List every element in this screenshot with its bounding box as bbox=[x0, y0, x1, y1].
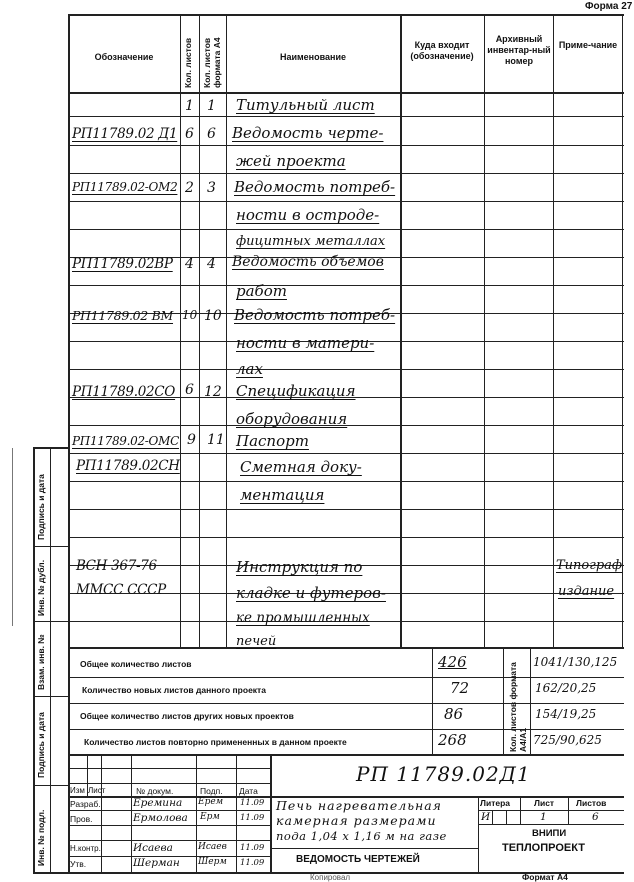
header-where-included: Куда входит (обозначение) bbox=[410, 40, 474, 61]
header-sheets-a4: Кол. листов формата А4 bbox=[202, 37, 222, 88]
summary-label: Общее количество листов bbox=[80, 659, 192, 669]
side-label-inv-orig: Инв. № подл. bbox=[36, 809, 46, 866]
row-code: РП11789.02ВР bbox=[72, 256, 173, 272]
summary-label: Общее количество листов других новых проектов bbox=[80, 711, 294, 721]
tb-signature: Ерем bbox=[198, 797, 224, 807]
tb-date: 11.09 bbox=[240, 858, 265, 868]
summary-value: 72 bbox=[450, 679, 470, 697]
side-label-inv-dup: Инв. № дубл. bbox=[36, 559, 46, 616]
row-a4: 1 bbox=[207, 98, 216, 114]
row-name-line: лах bbox=[236, 360, 263, 378]
tb-role: Н.контр. bbox=[70, 844, 101, 853]
tb-date: 11.09 bbox=[240, 813, 265, 823]
tb-sheet-label: Лист bbox=[534, 798, 555, 808]
summary-a4a1: 1041/130,125 bbox=[533, 655, 618, 669]
tb-description-line: Печь нагревательная bbox=[276, 798, 442, 813]
tb-person-name: Шерман bbox=[133, 857, 180, 869]
row-sheets: 10 bbox=[182, 308, 198, 322]
tb-litera: И bbox=[481, 811, 491, 823]
row-name-line: работ bbox=[236, 282, 287, 300]
header-name: Наименование bbox=[279, 52, 347, 62]
side-label-vzam-inv: Взам. инв. № bbox=[36, 634, 46, 690]
row-sheets: 6 bbox=[185, 382, 194, 398]
row-a4: 10 bbox=[204, 308, 222, 324]
row-code: РП11789.02-ОМС bbox=[72, 434, 179, 448]
row-name-line: ности в матери- bbox=[236, 334, 375, 352]
row-sheets: 1 bbox=[185, 98, 194, 114]
row-name-line: Инструкция по bbox=[236, 558, 363, 576]
tb-header: № докум. bbox=[136, 786, 174, 796]
header-designation: Обозначение bbox=[94, 52, 154, 62]
tb-description-line: камерная размерами bbox=[276, 813, 437, 828]
row-name-line: Ведомость объемов bbox=[232, 254, 384, 270]
row-code: ВСН 367-76 bbox=[76, 558, 157, 574]
row-code-secondary: ММСС СССР bbox=[76, 582, 166, 598]
row-name-line: Сметная доку- bbox=[240, 458, 362, 476]
summary-value: 86 bbox=[444, 705, 464, 723]
row-name-line: жей проекта bbox=[236, 152, 346, 170]
row-name-line: ности в остроде- bbox=[236, 206, 380, 224]
tb-litera-label: Литера bbox=[480, 798, 510, 808]
row-code: РП11789.02СН bbox=[76, 458, 180, 474]
row-note-line: издание bbox=[558, 584, 615, 599]
tb-date: 11.09 bbox=[240, 798, 265, 808]
row-sheets: 2 bbox=[185, 180, 194, 196]
side-label-sign-date: Подпись и дата bbox=[36, 712, 46, 778]
tb-header: Подп. bbox=[200, 786, 223, 796]
row-name-line: Ведомость черте- bbox=[232, 124, 384, 142]
tb-header: Дата bbox=[239, 786, 258, 796]
row-sheets: 9 bbox=[187, 432, 196, 448]
footer-format: Формат А4 bbox=[522, 872, 568, 882]
tb-date: 11.09 bbox=[240, 843, 265, 853]
tb-signature: Исаев bbox=[198, 842, 227, 852]
tb-role: Пров. bbox=[70, 814, 93, 824]
summary-a4a1: 154/19,25 bbox=[535, 707, 597, 721]
summary-col-header: Кол. листов формата А4/А1 bbox=[508, 662, 528, 752]
tb-sheets: 6 bbox=[592, 811, 599, 823]
row-code: РП11789.02-ОМ2 bbox=[72, 180, 178, 194]
tb-signature: Ерм bbox=[200, 812, 220, 822]
tb-person-name: Исаева bbox=[133, 842, 173, 854]
row-sheets: 4 bbox=[185, 256, 194, 272]
row-note-line: Типограф bbox=[556, 558, 623, 573]
summary-a4a1: 162/20,25 bbox=[535, 681, 597, 695]
row-a4: 12 bbox=[204, 384, 222, 400]
tb-sheet: 1 bbox=[540, 811, 547, 823]
row-name-line: кладке и футеров- bbox=[236, 584, 386, 602]
row-code: РП11789.02СО bbox=[72, 384, 176, 400]
tb-header: Изм bbox=[70, 786, 85, 795]
tb-description-line: пода 1,04 х 1,16 м на газе bbox=[276, 829, 447, 843]
row-name-line: Паспорт bbox=[236, 432, 309, 450]
row-name-line: ке промышленных bbox=[236, 610, 370, 626]
tb-org-line: ТЕПЛОПРОЕКТ bbox=[502, 842, 585, 854]
side-label-sign-date: Подпись и дата bbox=[36, 474, 46, 540]
row-code: РП11789.02 ВМ bbox=[72, 308, 174, 323]
header-archive-number: Архивный инвентар-ный номер bbox=[487, 34, 551, 66]
summary-value: 268 bbox=[438, 731, 467, 749]
row-a4: 4 bbox=[207, 256, 216, 272]
header-note: Приме-чание bbox=[558, 40, 618, 50]
row-a4: 3 bbox=[207, 180, 216, 196]
form-label: Форма 27 bbox=[585, 1, 633, 12]
summary-label: Количество новых листов данного проекта bbox=[82, 685, 266, 695]
row-code: РП11789.02 Д1 bbox=[72, 126, 178, 142]
header-sheets-count: Кол. листов bbox=[183, 37, 193, 88]
summary-a4a1: 725/90,625 bbox=[533, 733, 602, 747]
tb-sheets-label: Листов bbox=[576, 798, 607, 808]
summary-label: Количество листов повторно примененных в данном проекте bbox=[84, 737, 347, 747]
row-name-line: Спецификация bbox=[236, 382, 356, 400]
tb-doc-title: ВЕДОМОСТЬ ЧЕРТЕЖЕЙ bbox=[296, 854, 420, 865]
tb-org-line: ВНИПИ bbox=[532, 828, 567, 839]
row-name-line: Ведомость потреб- bbox=[234, 178, 396, 196]
tb-signature: Шерм bbox=[198, 857, 227, 867]
row-name-line: Титульный лист bbox=[236, 96, 375, 114]
row-name-line: печей bbox=[236, 634, 277, 649]
tb-header: Лист bbox=[88, 786, 106, 795]
row-a4: 11 bbox=[207, 432, 225, 448]
tb-person-name: Ермолова bbox=[133, 812, 188, 824]
row-name-line: Ведомость потреб- bbox=[234, 306, 396, 324]
row-name-line: ментация bbox=[240, 486, 325, 504]
tb-role: Разраб. bbox=[70, 799, 101, 809]
footer-copied: Копировал bbox=[310, 873, 351, 882]
tb-code: РП 11789.02Д1 bbox=[356, 762, 531, 786]
tb-role: Утв. bbox=[70, 859, 87, 869]
row-a4: 6 bbox=[207, 126, 216, 142]
tb-person-name: Еремина bbox=[133, 797, 183, 809]
summary-value: 426 bbox=[438, 653, 467, 671]
row-sheets: 6 bbox=[185, 126, 194, 142]
row-name-line: фицитных металлах bbox=[236, 234, 386, 249]
row-name-line: оборудования bbox=[236, 410, 348, 428]
